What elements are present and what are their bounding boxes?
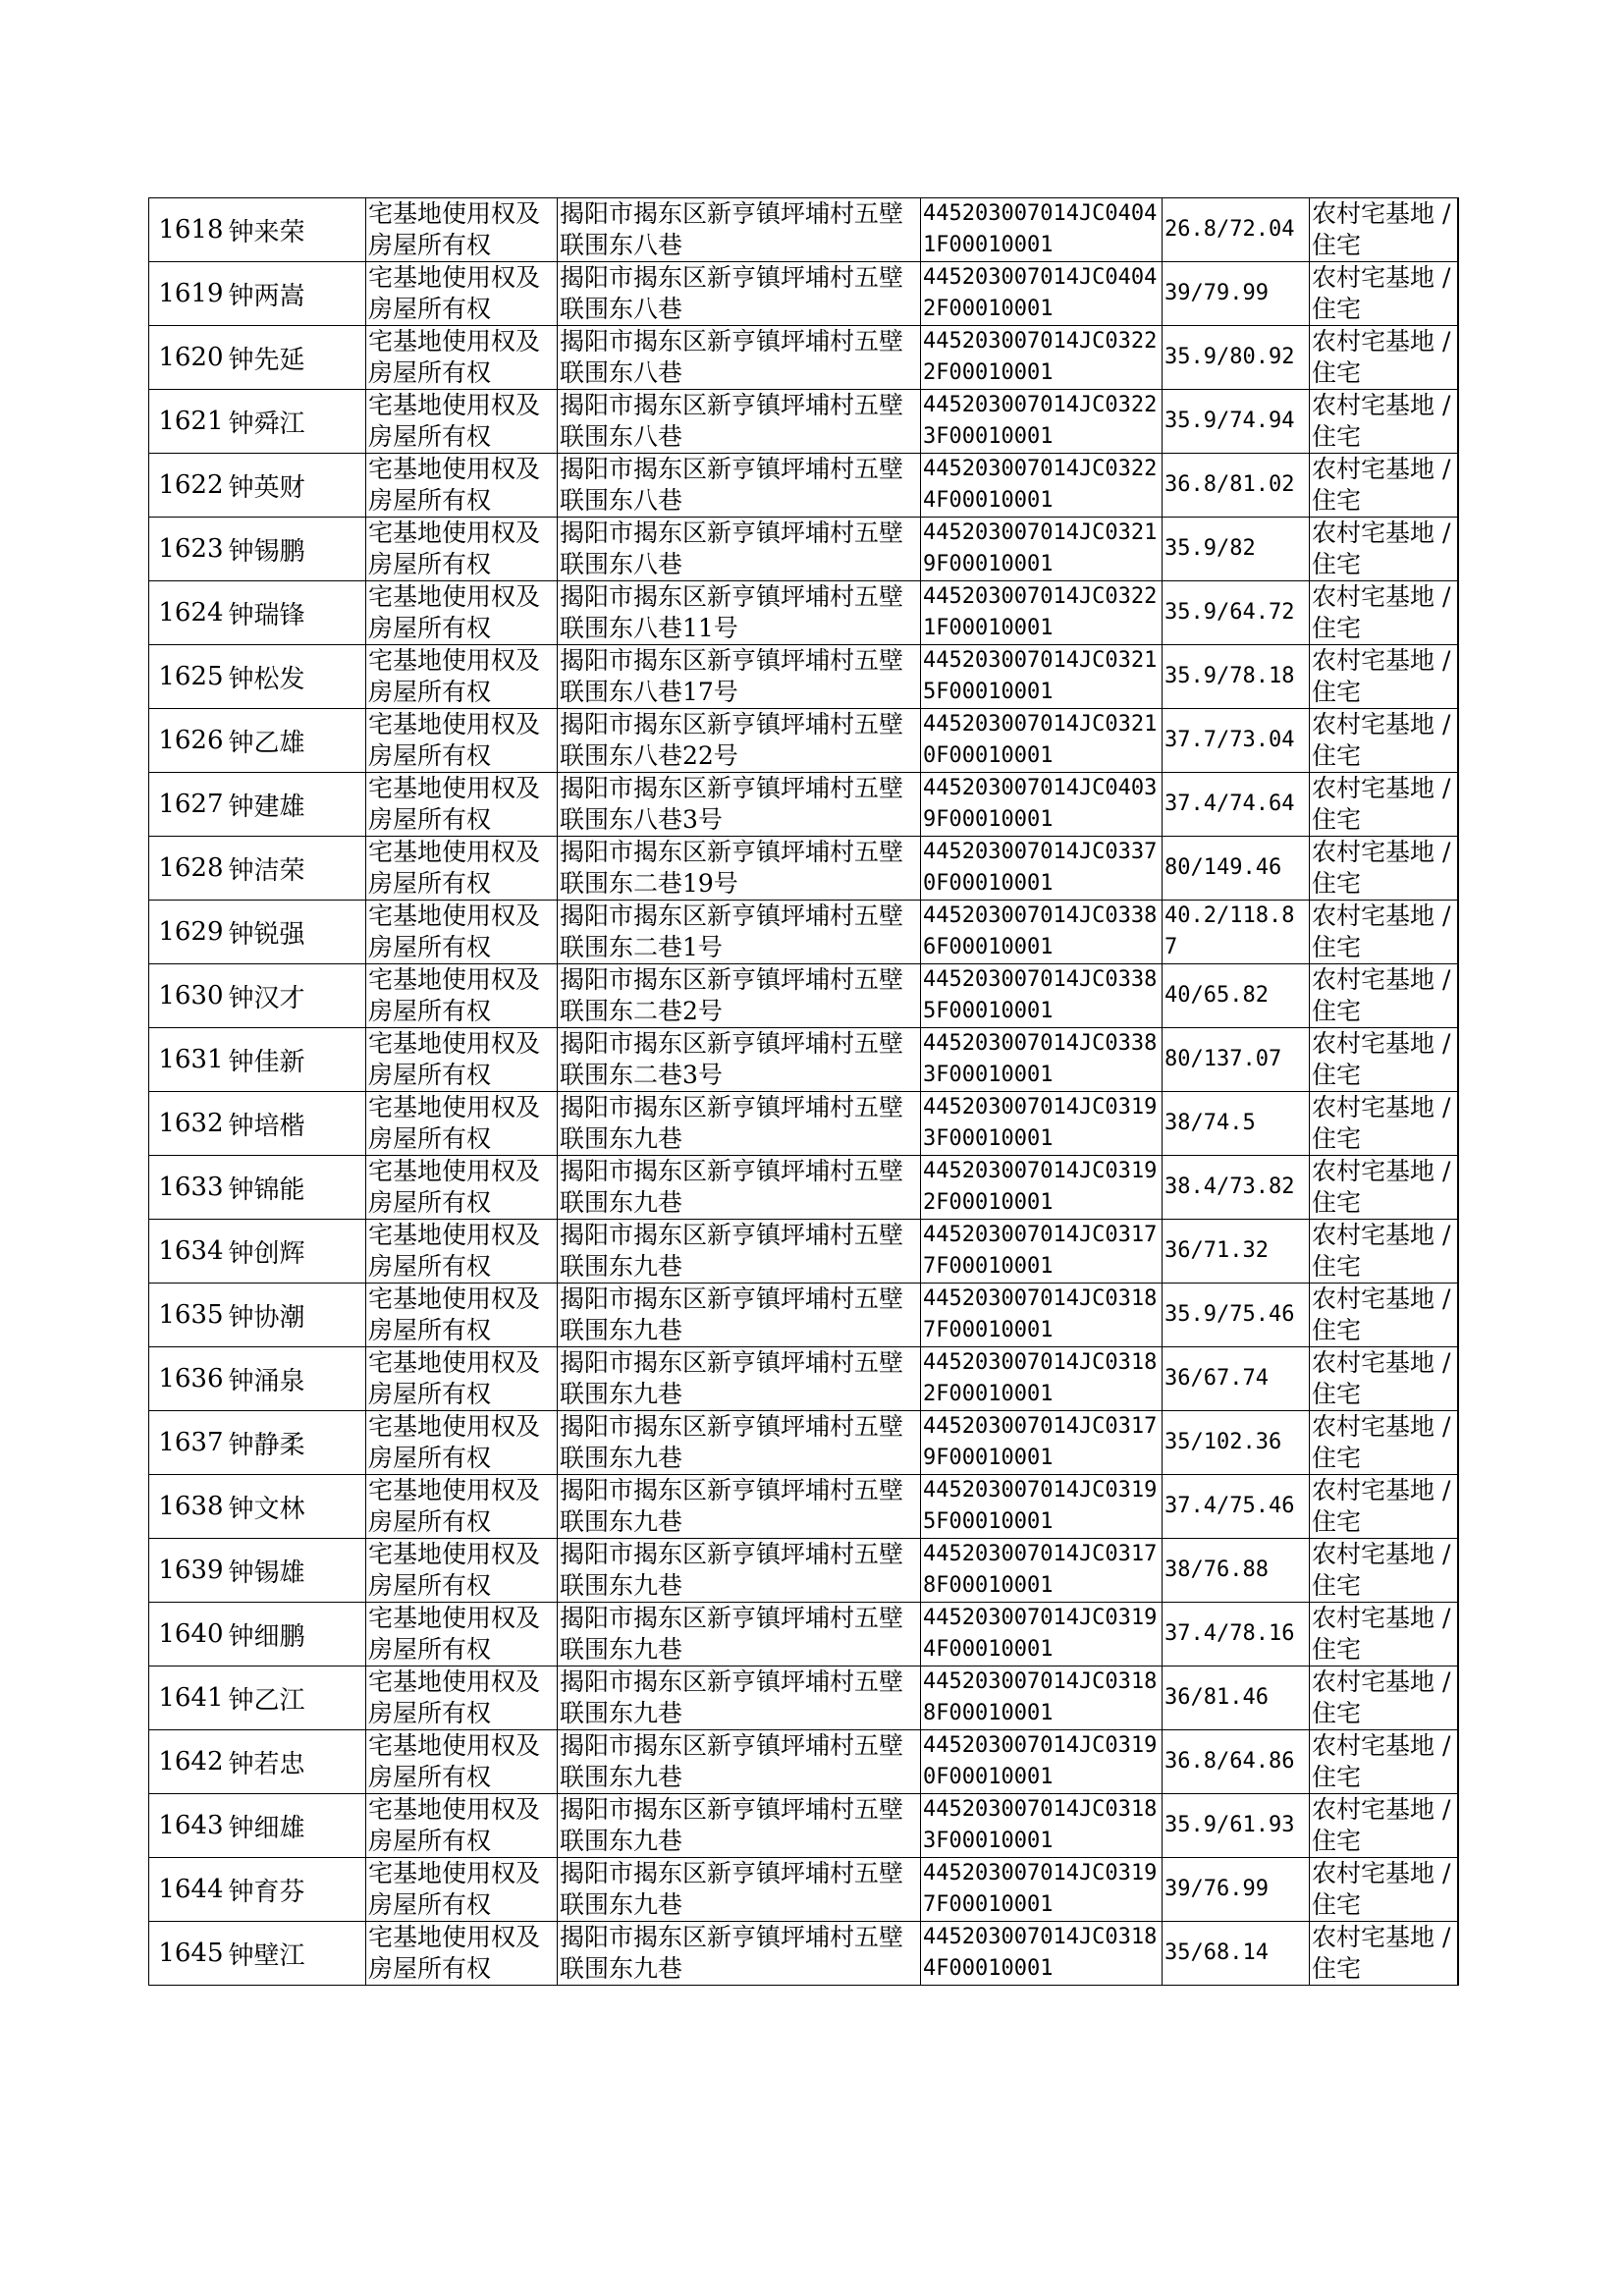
property-code: 445203007014JC03224F00010001 [921,454,1163,518]
table-row [149,1284,1458,1347]
property-address: 揭阳市揭东区新亨镇坪埔村五壁联围东九巷 [558,1603,921,1667]
right-type: 宅基地使用权及房屋所有权 [366,1539,558,1603]
property-code: 445203007014JC04041F00010001 [921,198,1163,262]
property-code: 445203007014JC03193F00010001 [921,1092,1163,1156]
property-address: 揭阳市揭东区新亨镇坪埔村五壁联围东二巷3号 [558,1028,921,1092]
row-number: 1628 [149,837,227,901]
land-use: 农村宅基地 / 住宅 [1310,1730,1458,1794]
area-value: 37.4/74.64 [1163,773,1310,837]
right-type: 宅基地使用权及房屋所有权 [366,1794,558,1858]
property-address: 揭阳市揭东区新亨镇坪埔村五壁联围东八巷 [558,390,921,454]
right-type: 宅基地使用权及房屋所有权 [366,1028,558,1092]
owner-name: 钟锡雄 [227,1539,366,1603]
table-row [149,964,1458,1028]
table-row [149,1730,1458,1794]
property-code: 445203007014JC03210F00010001 [921,709,1163,773]
table-row [149,645,1458,709]
property-address: 揭阳市揭东区新亨镇坪埔村五壁联围东九巷 [558,1411,921,1475]
table-row [149,1347,1458,1411]
property-code: 445203007014JC03195F00010001 [921,1475,1163,1539]
area-value: 38/76.88 [1163,1539,1310,1603]
table-row [149,1028,1458,1092]
land-use: 农村宅基地 / 住宅 [1310,1475,1458,1539]
land-use: 农村宅基地 / 住宅 [1310,390,1458,454]
property-address: 揭阳市揭东区新亨镇坪埔村五壁联围东九巷 [558,1858,921,1922]
land-use: 农村宅基地 / 住宅 [1310,1603,1458,1667]
property-code: 445203007014JC03187F00010001 [921,1284,1163,1347]
area-value: 35.9/61.93 [1163,1794,1310,1858]
owner-name: 钟培楷 [227,1092,366,1156]
land-use: 农村宅基地 / 住宅 [1310,326,1458,390]
table-row [149,326,1458,390]
right-type: 宅基地使用权及房屋所有权 [366,326,558,390]
land-use: 农村宅基地 / 住宅 [1310,1284,1458,1347]
land-use: 农村宅基地 / 住宅 [1310,1539,1458,1603]
property-address: 揭阳市揭东区新亨镇坪埔村五壁联围东八巷11号 [558,581,921,645]
table-row [149,1667,1458,1730]
area-value: 37.4/75.46 [1163,1475,1310,1539]
land-use: 农村宅基地 / 住宅 [1310,1347,1458,1411]
owner-name: 钟乙雄 [227,709,366,773]
area-value: 35.9/78.18 [1163,645,1310,709]
property-address: 揭阳市揭东区新亨镇坪埔村五壁联围东八巷17号 [558,645,921,709]
row-number: 1630 [149,964,227,1028]
property-address: 揭阳市揭东区新亨镇坪埔村五壁联围东九巷 [558,1156,921,1220]
right-type: 宅基地使用权及房屋所有权 [366,1858,558,1922]
right-type: 宅基地使用权及房屋所有权 [366,1284,558,1347]
owner-name: 钟洁荣 [227,837,366,901]
property-address: 揭阳市揭东区新亨镇坪埔村五壁联围东九巷 [558,1539,921,1603]
area-value: 35/102.36 [1163,1411,1310,1475]
row-number: 1620 [149,326,227,390]
table-row [149,1794,1458,1858]
property-address: 揭阳市揭东区新亨镇坪埔村五壁联围东二巷1号 [558,901,921,964]
property-address: 揭阳市揭东区新亨镇坪埔村五壁联围东九巷 [558,1475,921,1539]
area-value: 35.9/82 [1163,518,1310,581]
land-use: 农村宅基地 / 住宅 [1310,773,1458,837]
property-code: 445203007014JC03383F00010001 [921,1028,1163,1092]
area-value: 35.9/75.46 [1163,1284,1310,1347]
owner-name: 钟文林 [227,1475,366,1539]
area-value: 39/79.99 [1163,262,1310,326]
row-number: 1641 [149,1667,227,1730]
row-number: 1632 [149,1092,227,1156]
row-number: 1633 [149,1156,227,1220]
table-row [149,1858,1458,1922]
property-address: 揭阳市揭东区新亨镇坪埔村五壁联围东九巷 [558,1092,921,1156]
property-address: 揭阳市揭东区新亨镇坪埔村五壁联围东九巷 [558,1284,921,1347]
land-use: 农村宅基地 / 住宅 [1310,901,1458,964]
table-body [149,198,1458,1986]
right-type: 宅基地使用权及房屋所有权 [366,1475,558,1539]
land-use: 农村宅基地 / 住宅 [1310,1922,1458,1986]
owner-name: 钟瑞锋 [227,581,366,645]
table-row [149,518,1458,581]
area-value: 80/137.07 [1163,1028,1310,1092]
row-number: 1618 [149,198,227,262]
land-use: 农村宅基地 / 住宅 [1310,1411,1458,1475]
property-code: 445203007014JC04039F00010001 [921,773,1163,837]
property-address: 揭阳市揭东区新亨镇坪埔村五壁联围东八巷 [558,454,921,518]
table-row [149,1539,1458,1603]
row-number: 1636 [149,1347,227,1411]
property-address: 揭阳市揭东区新亨镇坪埔村五壁联围东九巷 [558,1347,921,1411]
property-code: 445203007014JC03385F00010001 [921,964,1163,1028]
table-row [149,262,1458,326]
owner-name: 钟若忠 [227,1730,366,1794]
right-type: 宅基地使用权及房屋所有权 [366,1092,558,1156]
property-code: 445203007014JC03177F00010001 [921,1220,1163,1284]
table-row [149,390,1458,454]
area-value: 38.4/73.82 [1163,1156,1310,1220]
property-code: 445203007014JC03221F00010001 [921,581,1163,645]
land-use: 农村宅基地 / 住宅 [1310,1156,1458,1220]
area-value: 37.7/73.04 [1163,709,1310,773]
property-code: 445203007014JC03179F00010001 [921,1411,1163,1475]
table-row [149,1092,1458,1156]
area-value: 35/68.14 [1163,1922,1310,1986]
table-row [149,1603,1458,1667]
property-address: 揭阳市揭东区新亨镇坪埔村五壁联围东二巷19号 [558,837,921,901]
owner-name: 钟来荣 [227,198,366,262]
area-value: 36.8/64.86 [1163,1730,1310,1794]
land-use: 农村宅基地 / 住宅 [1310,454,1458,518]
right-type: 宅基地使用权及房屋所有权 [366,518,558,581]
owner-name: 钟锦能 [227,1156,366,1220]
row-number: 1645 [149,1922,227,1986]
property-address: 揭阳市揭东区新亨镇坪埔村五壁联围东九巷 [558,1730,921,1794]
right-type: 宅基地使用权及房屋所有权 [366,1922,558,1986]
property-rights-table [148,197,1459,1986]
table-row [149,1475,1458,1539]
right-type: 宅基地使用权及房屋所有权 [366,773,558,837]
property-address: 揭阳市揭东区新亨镇坪埔村五壁联围东八巷22号 [558,709,921,773]
property-address: 揭阳市揭东区新亨镇坪埔村五壁联围东九巷 [558,1794,921,1858]
property-code: 445203007014JC03183F00010001 [921,1794,1163,1858]
right-type: 宅基地使用权及房屋所有权 [366,1730,558,1794]
owner-name: 钟涌泉 [227,1347,366,1411]
right-type: 宅基地使用权及房屋所有权 [366,1411,558,1475]
row-number: 1622 [149,454,227,518]
row-number: 1644 [149,1858,227,1922]
table-row [149,454,1458,518]
owner-name: 钟佳新 [227,1028,366,1092]
property-code: 445203007014JC03215F00010001 [921,645,1163,709]
right-type: 宅基地使用权及房屋所有权 [366,262,558,326]
property-address: 揭阳市揭东区新亨镇坪埔村五壁联围东八巷 [558,326,921,390]
row-number: 1638 [149,1475,227,1539]
right-type: 宅基地使用权及房屋所有权 [366,901,558,964]
row-number: 1640 [149,1603,227,1667]
owner-name: 钟先延 [227,326,366,390]
owner-name: 钟松发 [227,645,366,709]
right-type: 宅基地使用权及房屋所有权 [366,1220,558,1284]
land-use: 农村宅基地 / 住宅 [1310,1220,1458,1284]
area-value: 36/67.74 [1163,1347,1310,1411]
property-address: 揭阳市揭东区新亨镇坪埔村五壁联围东八巷3号 [558,773,921,837]
area-value: 35.9/64.72 [1163,581,1310,645]
land-use: 农村宅基地 / 住宅 [1310,1794,1458,1858]
row-number: 1624 [149,581,227,645]
area-value: 37.4/78.16 [1163,1603,1310,1667]
property-code: 445203007014JC03182F00010001 [921,1347,1163,1411]
owner-name: 钟壁江 [227,1922,366,1986]
row-number: 1634 [149,1220,227,1284]
right-type: 宅基地使用权及房屋所有权 [366,1603,558,1667]
table-row [149,773,1458,837]
property-address: 揭阳市揭东区新亨镇坪埔村五壁联围东九巷 [558,1220,921,1284]
land-use: 农村宅基地 / 住宅 [1310,581,1458,645]
right-type: 宅基地使用权及房屋所有权 [366,709,558,773]
property-code: 445203007014JC03192F00010001 [921,1156,1163,1220]
right-type: 宅基地使用权及房屋所有权 [366,837,558,901]
property-code: 445203007014JC03219F00010001 [921,518,1163,581]
property-address: 揭阳市揭东区新亨镇坪埔村五壁联围东八巷 [558,198,921,262]
property-code: 445203007014JC03190F00010001 [921,1730,1163,1794]
land-use: 农村宅基地 / 住宅 [1310,198,1458,262]
property-code: 445203007014JC03386F00010001 [921,901,1163,964]
area-value: 40.2/118.87 [1163,901,1310,964]
owner-name: 钟乙江 [227,1667,366,1730]
area-value: 35.9/80.92 [1163,326,1310,390]
owner-name: 钟锐强 [227,901,366,964]
land-use: 农村宅基地 / 住宅 [1310,645,1458,709]
right-type: 宅基地使用权及房屋所有权 [366,1667,558,1730]
property-code: 445203007014JC03370F00010001 [921,837,1163,901]
land-use: 农村宅基地 / 住宅 [1310,964,1458,1028]
owner-name: 钟锡鹏 [227,518,366,581]
owner-name: 钟建雄 [227,773,366,837]
table-row [149,1220,1458,1284]
row-number: 1623 [149,518,227,581]
row-number: 1625 [149,645,227,709]
property-code: 445203007014JC03223F00010001 [921,390,1163,454]
row-number: 1627 [149,773,227,837]
table-row [149,1922,1458,1986]
right-type: 宅基地使用权及房屋所有权 [366,645,558,709]
property-code: 445203007014JC03178F00010001 [921,1539,1163,1603]
row-number: 1626 [149,709,227,773]
area-value: 80/149.46 [1163,837,1310,901]
land-use: 农村宅基地 / 住宅 [1310,1667,1458,1730]
row-number: 1629 [149,901,227,964]
land-use: 农村宅基地 / 住宅 [1310,1092,1458,1156]
right-type: 宅基地使用权及房屋所有权 [366,454,558,518]
area-value: 36/71.32 [1163,1220,1310,1284]
table-row [149,581,1458,645]
area-value: 40/65.82 [1163,964,1310,1028]
area-value: 39/76.99 [1163,1858,1310,1922]
land-use: 农村宅基地 / 住宅 [1310,262,1458,326]
owner-name: 钟舜江 [227,390,366,454]
area-value: 35.9/74.94 [1163,390,1310,454]
owner-name: 钟细鹏 [227,1603,366,1667]
owner-name: 钟育芬 [227,1858,366,1922]
row-number: 1637 [149,1411,227,1475]
row-number: 1621 [149,390,227,454]
row-number: 1631 [149,1028,227,1092]
property-address: 揭阳市揭东区新亨镇坪埔村五壁联围东九巷 [558,1922,921,1986]
table-row [149,1156,1458,1220]
right-type: 宅基地使用权及房屋所有权 [366,1156,558,1220]
area-value: 38/74.5 [1163,1092,1310,1156]
area-value: 36/81.46 [1163,1667,1310,1730]
land-use: 农村宅基地 / 住宅 [1310,837,1458,901]
row-number: 1619 [149,262,227,326]
land-use: 农村宅基地 / 住宅 [1310,1858,1458,1922]
row-number: 1639 [149,1539,227,1603]
property-address: 揭阳市揭东区新亨镇坪埔村五壁联围东八巷 [558,518,921,581]
owner-name: 钟创辉 [227,1220,366,1284]
owner-name: 钟英财 [227,454,366,518]
row-number: 1635 [149,1284,227,1347]
land-use: 农村宅基地 / 住宅 [1310,709,1458,773]
row-number: 1643 [149,1794,227,1858]
owner-name: 钟静柔 [227,1411,366,1475]
table-row [149,837,1458,901]
table-row [149,1411,1458,1475]
table-row [149,198,1458,262]
right-type: 宅基地使用权及房屋所有权 [366,198,558,262]
right-type: 宅基地使用权及房屋所有权 [366,1347,558,1411]
row-number: 1642 [149,1730,227,1794]
area-value: 26.8/72.04 [1163,198,1310,262]
table-row [149,901,1458,964]
land-use: 农村宅基地 / 住宅 [1310,1028,1458,1092]
property-code: 445203007014JC03222F00010001 [921,326,1163,390]
property-code: 445203007014JC03184F00010001 [921,1922,1163,1986]
owner-name: 钟细雄 [227,1794,366,1858]
property-code: 445203007014JC03194F00010001 [921,1603,1163,1667]
land-use: 农村宅基地 / 住宅 [1310,518,1458,581]
property-code: 445203007014JC03197F00010001 [921,1858,1163,1922]
property-code: 445203007014JC04042F00010001 [921,262,1163,326]
owner-name: 钟协潮 [227,1284,366,1347]
property-address: 揭阳市揭东区新亨镇坪埔村五壁联围东八巷 [558,262,921,326]
right-type: 宅基地使用权及房屋所有权 [366,581,558,645]
property-code: 445203007014JC03188F00010001 [921,1667,1163,1730]
property-address: 揭阳市揭东区新亨镇坪埔村五壁联围东九巷 [558,1667,921,1730]
table-row [149,709,1458,773]
owner-name: 钟两嵩 [227,262,366,326]
right-type: 宅基地使用权及房屋所有权 [366,390,558,454]
owner-name: 钟汉才 [227,964,366,1028]
property-address: 揭阳市揭东区新亨镇坪埔村五壁联围东二巷2号 [558,964,921,1028]
area-value: 36.8/81.02 [1163,454,1310,518]
right-type: 宅基地使用权及房屋所有权 [366,964,558,1028]
